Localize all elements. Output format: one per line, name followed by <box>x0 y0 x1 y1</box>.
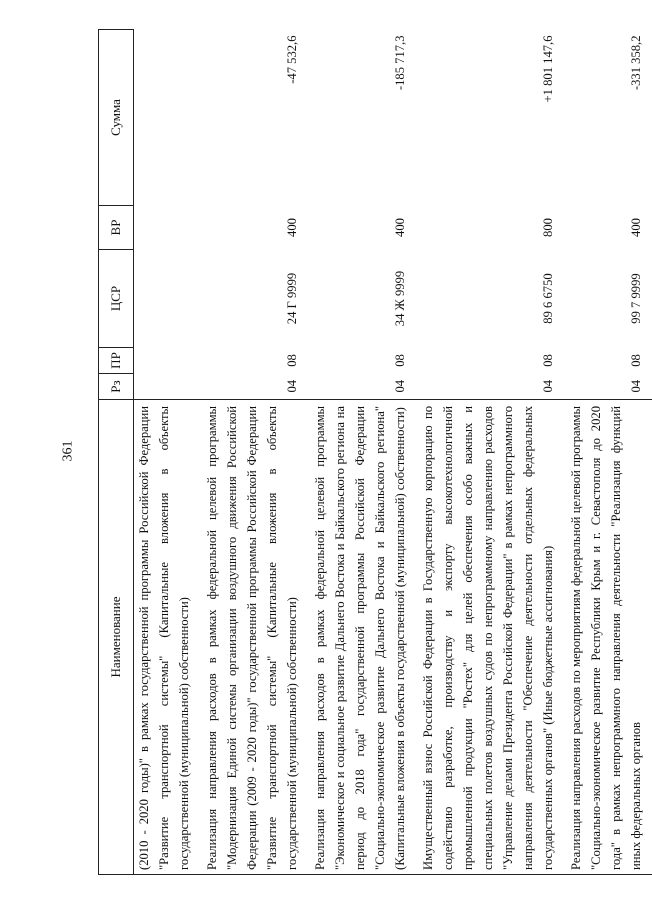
row-rz: 04 <box>541 379 555 393</box>
row-csr: 34 Ж 9999 <box>393 270 407 327</box>
table-row <box>564 30 652 875</box>
row-rz: 04 <box>285 379 299 393</box>
row-name: Имущественный взнос Российской Федерации в Государственную корпорацию по содействию разработке, производству и экспорту высокотехнологичной промышленной продукции "Ростех" для целей обеспечения особо важных и специальных полетов воздушных судов по непрограммному направлению расходов "Управление делами Президента Российской Федерации" в рамках непрограммного направления деятельности "Обеспечение деятельности отдельных федеральных государственных органов" (Иные бюджетные ассигнования) <box>416 400 564 875</box>
table-row <box>200 30 308 875</box>
row-rz: 04 <box>393 379 407 393</box>
header-pr: ПР <box>99 348 134 374</box>
row-pr: 08 <box>629 354 643 367</box>
row-name: Реализация направления расходов в рамках федеральной целевой программы "Модернизация Единой системы организации воздушного движения Российской Федерации (2009 - 2020 годы)" государственной программы Российской Федерации "Развитие транспортной системы" (Капитальные вложения в объекты государственной (муниципальной) собственности) <box>200 400 308 875</box>
row-sum <box>134 30 201 206</box>
row-vr: 400 <box>393 218 407 237</box>
header-vr: ВР <box>99 206 134 250</box>
table-row <box>416 30 564 875</box>
row-name: Реализация направления расходов по мероприятиям федеральной целевой программы "Социально-экономическое развитие Республики Крым и г. Севастополя до 2020 года" в рамках непрограммного направления деятельности "Реализация функций иных федеральных органов <box>564 400 652 875</box>
row-rz: 04 <box>629 379 643 393</box>
budget-table-rotated <box>98 30 643 875</box>
row-vr <box>134 206 201 250</box>
row-vr: 400 <box>285 218 299 237</box>
header-rz: Рз <box>99 374 134 400</box>
row-name: (2010 - 2020 годы)" в рамках государственной программы Российской Федерации "Развитие транспортной системы" (Капитальные вложения в объекты государственной (муниципальной) собственности) <box>134 400 201 875</box>
table-row <box>308 30 416 875</box>
row-vr: 800 <box>541 218 555 237</box>
row-pr: 08 <box>393 354 407 367</box>
row-vr: 400 <box>629 218 643 237</box>
header-csr: ЦСР <box>99 250 134 348</box>
table-row <box>134 30 201 875</box>
row-sum: +1 801 147,6 <box>541 35 555 103</box>
row-pr: 08 <box>285 354 299 367</box>
row-csr: 24 Г 9999 <box>285 272 299 325</box>
row-sum: -47 532,6 <box>285 35 299 84</box>
page-number: 361 <box>60 440 76 462</box>
header-sum: Сумма <box>99 30 134 206</box>
row-sum: -331 358,2 <box>629 35 643 91</box>
row-csr: 89 6 6750 <box>541 273 555 324</box>
row-rz <box>134 374 201 400</box>
row-pr: 08 <box>541 354 555 367</box>
header-name: Наименование <box>99 400 134 875</box>
row-sum: -185 717,3 <box>393 35 407 91</box>
budget-table <box>98 29 652 875</box>
row-csr: 99 7 9999 <box>629 273 643 324</box>
table-header-row <box>99 30 134 875</box>
row-csr <box>134 250 201 348</box>
row-pr <box>134 348 201 374</box>
row-name: Реализация направления расходов в рамках федеральной целевой программы "Экономическое и социальное развитие Дальнего Востока и Байкальского региона на период до 2018 года" государственной программы Российской Федерации "Социально-экономическое развитие Дальнего Востока и Байкальского региона" (Капитальные вложения в объекты государственной (муниципальной) собственности) <box>308 400 416 875</box>
